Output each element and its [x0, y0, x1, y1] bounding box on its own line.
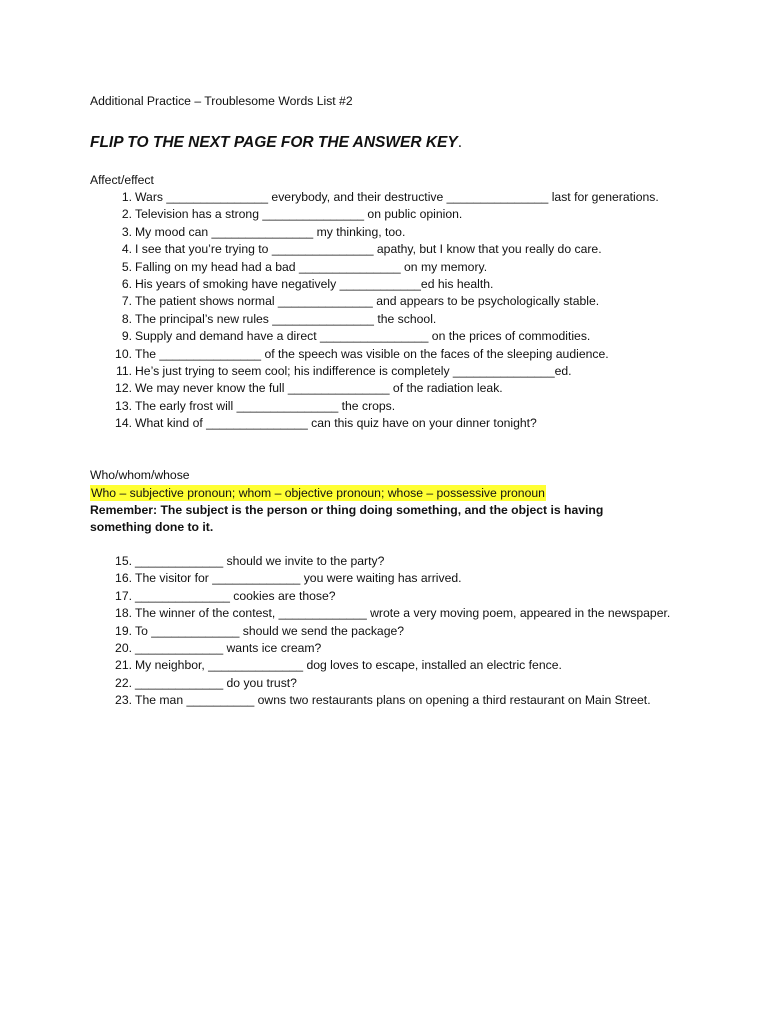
question-item: [90, 224, 730, 241]
remember-note: Remember: The subject is the person or thing doing something, and the object is having something done to it.: [90, 503, 604, 535]
question-text: The winner of the contest, _____________ wrote a very moving poem, appeared in the newspaper.: [135, 606, 671, 621]
answer-key-note: [90, 133, 462, 153]
question-number: 12.: [115, 381, 132, 396]
document-header: Additional Practice – Troublesome Words List #2: [90, 94, 353, 108]
who-whom-whose-question-list: [90, 553, 730, 710]
question-text: My mood can _______________ my thinking, too.: [135, 224, 406, 239]
question-number: 6.: [121, 277, 132, 292]
question-number: 15.: [115, 554, 132, 568]
question-number: 13.: [115, 398, 132, 413]
question-text: The visitor for _____________ you were waiting has arrived.: [135, 571, 462, 586]
question-number: 22.: [115, 675, 132, 690]
question-text: Falling on my head had a bad _______________ on my memory.: [135, 259, 488, 274]
question-number: 11.: [115, 364, 132, 379]
question-item: [90, 328, 730, 345]
question-number: 1.: [121, 190, 132, 204]
question-text: ______________ cookies are those?: [135, 588, 336, 603]
question-number: 2.: [121, 207, 132, 222]
question-number: 23.: [115, 693, 132, 708]
question-item: [90, 623, 730, 640]
question-text: Supply and demand have a direct ________________ on the prices of commodities.: [135, 329, 591, 344]
question-item: [90, 189, 730, 206]
question-item: [90, 363, 730, 380]
question-text: We may never know the full _______________ of the radiation leak.: [135, 381, 503, 396]
question-text: He’s just trying to seem cool; his indifference is completely _______________ed.: [135, 364, 572, 379]
question-text: Wars _______________ everybody, and their destructive _______________ last for generations.: [135, 190, 659, 204]
question-item: [90, 311, 730, 328]
question-text: Television has a strong _______________ on public opinion.: [135, 207, 463, 222]
question-item: [90, 692, 730, 709]
question-item: [90, 380, 730, 397]
question-text: The principal’s new rules _______________ the school.: [135, 311, 437, 326]
section-title-who-whom-whose: Who/whom/whose: [90, 468, 190, 482]
affect-effect-question-list: [90, 189, 730, 433]
question-item: [90, 570, 730, 587]
question-text: His years of smoking have negatively ____________ed his health.: [135, 277, 494, 292]
pronoun-definition-highlight: Who – subjective pronoun; whom – objective pronoun; whose – possessive pronoun: [91, 486, 545, 500]
question-item: [90, 415, 730, 432]
question-text: The early frost will _______________ the crops.: [135, 398, 396, 413]
question-number: 17.: [115, 588, 132, 603]
question-text: The man __________ owns two restaurants plans on opening a third restaurant on Main Street.: [135, 693, 651, 708]
question-text: The patient shows normal ______________ and appears to be psychologically stable.: [135, 294, 600, 309]
question-number: 5.: [121, 259, 132, 274]
question-item: [90, 588, 730, 605]
question-item: [90, 605, 730, 622]
answer-key-note-period: .: [457, 134, 463, 151]
question-number: 18.: [115, 606, 132, 621]
question-number: 9.: [121, 329, 132, 344]
question-item: [90, 675, 730, 692]
question-text: _____________ wants ice cream?: [135, 641, 322, 656]
question-item: [90, 259, 730, 276]
question-item: [90, 657, 730, 674]
question-number: 19.: [115, 623, 132, 638]
question-number: 3.: [121, 224, 132, 239]
question-text: I see that you’re trying to _______________ apathy, but I know that you really do care.: [135, 242, 602, 257]
question-text: What kind of _______________ can this quiz have on your dinner tonight?: [135, 416, 537, 431]
question-text: _____________ should we invite to the party?: [135, 554, 385, 568]
question-number: 14.: [115, 416, 132, 431]
answer-key-note-text: FLIP TO THE NEXT PAGE FOR THE ANSWER KEY: [90, 134, 458, 151]
question-text: The _______________ of the speech was visible on the faces of the sleeping audience.: [135, 346, 609, 361]
question-text: To _____________ should we send the package?: [135, 623, 405, 638]
question-item: [90, 293, 730, 310]
question-item: [90, 206, 730, 223]
question-text: _____________ do you trust?: [135, 675, 297, 690]
section-title-affect-effect: Affect/effect: [90, 173, 154, 187]
question-item: [90, 241, 730, 258]
question-item: [90, 398, 730, 415]
question-number: 7.: [121, 294, 132, 309]
question-item: [90, 276, 730, 293]
question-item: [90, 640, 730, 657]
question-number: 21.: [115, 658, 132, 673]
question-number: 4.: [121, 242, 132, 257]
question-number: 8.: [121, 311, 132, 326]
question-number: 10.: [115, 346, 132, 361]
question-item: [90, 553, 730, 570]
question-number: 20.: [115, 641, 132, 656]
question-item: [90, 346, 730, 363]
question-text: My neighbor, ______________ dog loves to escape, installed an electric fence.: [135, 658, 562, 673]
question-number: 16.: [115, 571, 132, 586]
